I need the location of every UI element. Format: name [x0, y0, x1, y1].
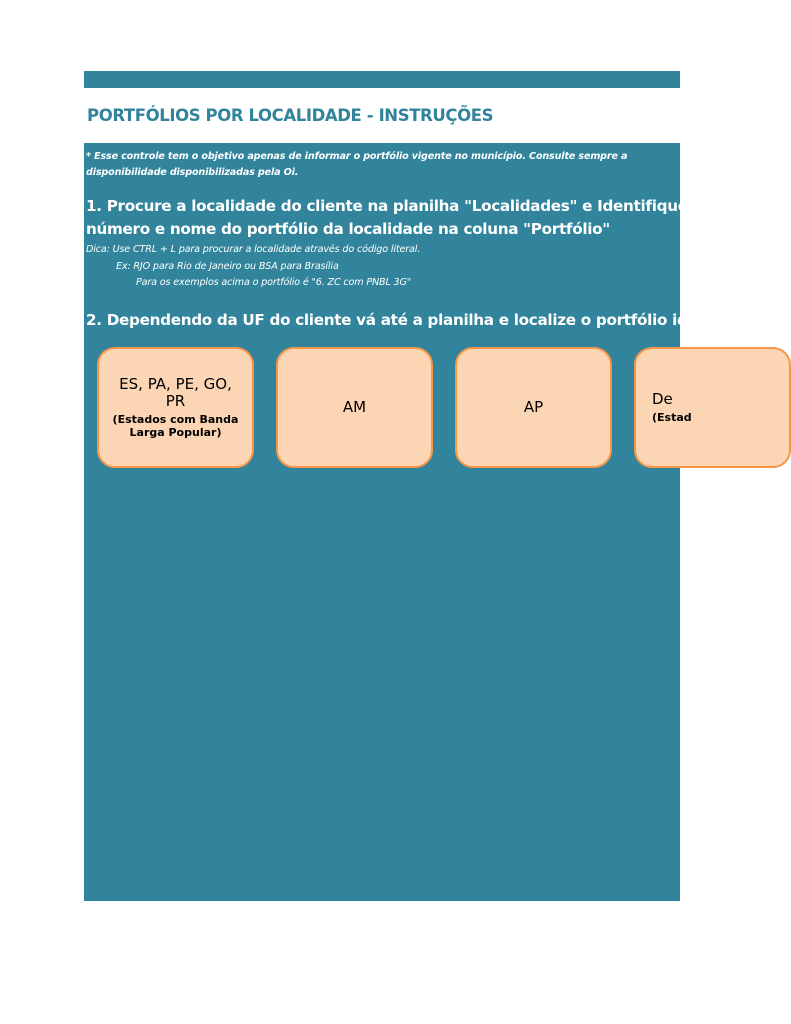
step-1-hint: Dica: Use CTRL + L para procurar a localidade através do código literal. [86, 244, 421, 255]
state-box-title: AP [523, 398, 544, 416]
instructions-panel [84, 143, 727, 901]
state-box-title: ES, PA, PE, GO, PR [119, 375, 232, 410]
state-box-am[interactable] [276, 347, 433, 468]
state-box-title: De [652, 390, 673, 408]
state-box-subtitle: (Estad [652, 411, 692, 424]
header-bar [84, 71, 680, 88]
state-box-es-pa-pe-go-pr[interactable] [97, 347, 254, 468]
availability-note: * Esse controle tem o objetivo apenas de informar o portfólio vigente no município. Consulte sempre a disponibilidade disponibilizadas pela Oi. [86, 151, 628, 178]
page-title: PORTFÓLIOS POR LOCALIDADE - INSTRUÇÕES [87, 106, 494, 125]
step-1-example: Ex: RJO para Rio de Janeiro ou BSA para Brasília [116, 261, 339, 272]
state-box-subtitle: (Estados com Banda Larga Popular) [112, 413, 239, 439]
step-1 [86, 195, 703, 241]
step-1-line-1: 1. Procure a localidade do cliente na planilha "Localidades" e Identifique o [86, 197, 703, 215]
step-1-line-2: número e nome do portfólio da localidade na coluna "Portfólio" [86, 220, 610, 238]
step-1-example-result: Para os exemplos acima o portfólio é "6. ZC com PNBL 3G" [136, 277, 412, 288]
state-box-title: AM [342, 398, 367, 416]
state-box-ap[interactable] [455, 347, 612, 468]
state-box-demais[interactable] [634, 347, 791, 468]
step-2: 2. Dependendo da UF do cliente vá até a planilha e localize o portfólio identif [86, 311, 727, 329]
